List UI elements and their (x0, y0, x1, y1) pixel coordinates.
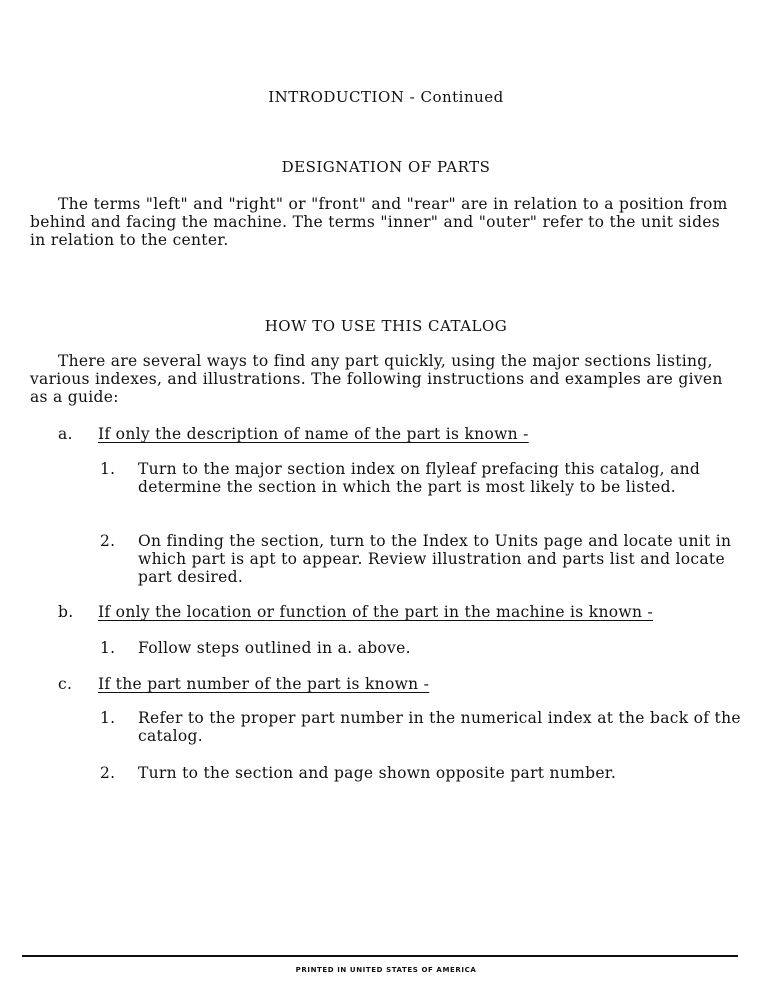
howto-title: HOW TO USE THIS CATALOG (264, 317, 508, 335)
footer-divider (22, 955, 738, 957)
item-heading-text: If the part number of the part is known - (98, 675, 430, 693)
item-a-heading (58, 425, 748, 443)
item-c-step-2 (100, 764, 745, 782)
item-c-step-1 (100, 709, 745, 745)
step-text: Refer to the proper part number in the numerical index at the back of the catalog. (138, 709, 741, 745)
howto-intro-text: There are several ways to find any part quickly, using the major sections listing, various indexes, and illustrations. The following instructions and examples are given as a guide: (30, 352, 723, 406)
step-text: On finding the section, turn to the Index to Units page and locate unit in which part is apt to appear. Review illustration and parts list and locate part desired. (138, 532, 732, 586)
item-heading-text: If only the location or function of the part in the machine is known - (98, 603, 653, 621)
step-number: 1. (100, 639, 116, 657)
item-letter: c. (58, 675, 73, 693)
howto-intro-paragraph (30, 352, 730, 406)
footer-imprint: PRINTED IN UNITED STATES OF AMERICA (295, 966, 477, 974)
item-b-heading (58, 603, 748, 621)
step-text: Follow steps outlined in a. above. (138, 639, 411, 657)
designation-text: The terms "left" and "right" or "front" and "rear" are in relation to a position from behind and facing the machine. The terms "inner" and "outer" refer to the unit sides in relation to the center. (30, 195, 728, 249)
page-header-title: INTRODUCTION - Continued (268, 88, 504, 106)
item-heading-text: If only the description of name of the part is known - (98, 425, 529, 443)
item-c-heading (58, 675, 748, 693)
item-a-step-2 (100, 532, 745, 586)
item-a-step-1 (100, 460, 745, 496)
step-text: Turn to the section and page shown opposite part number. (138, 764, 617, 782)
item-b-step-1 (100, 639, 745, 657)
step-number: 2. (100, 764, 116, 782)
item-letter: b. (58, 603, 74, 621)
designation-title: DESIGNATION OF PARTS (281, 158, 491, 176)
item-letter: a. (58, 425, 73, 443)
step-number: 1. (100, 709, 116, 727)
step-text: Turn to the major section index on flyleaf prefacing this catalog, and determine the section in which the part is most likely to be listed. (138, 460, 701, 496)
designation-paragraph (30, 195, 730, 249)
step-number: 2. (100, 532, 116, 550)
step-number: 1. (100, 460, 116, 478)
